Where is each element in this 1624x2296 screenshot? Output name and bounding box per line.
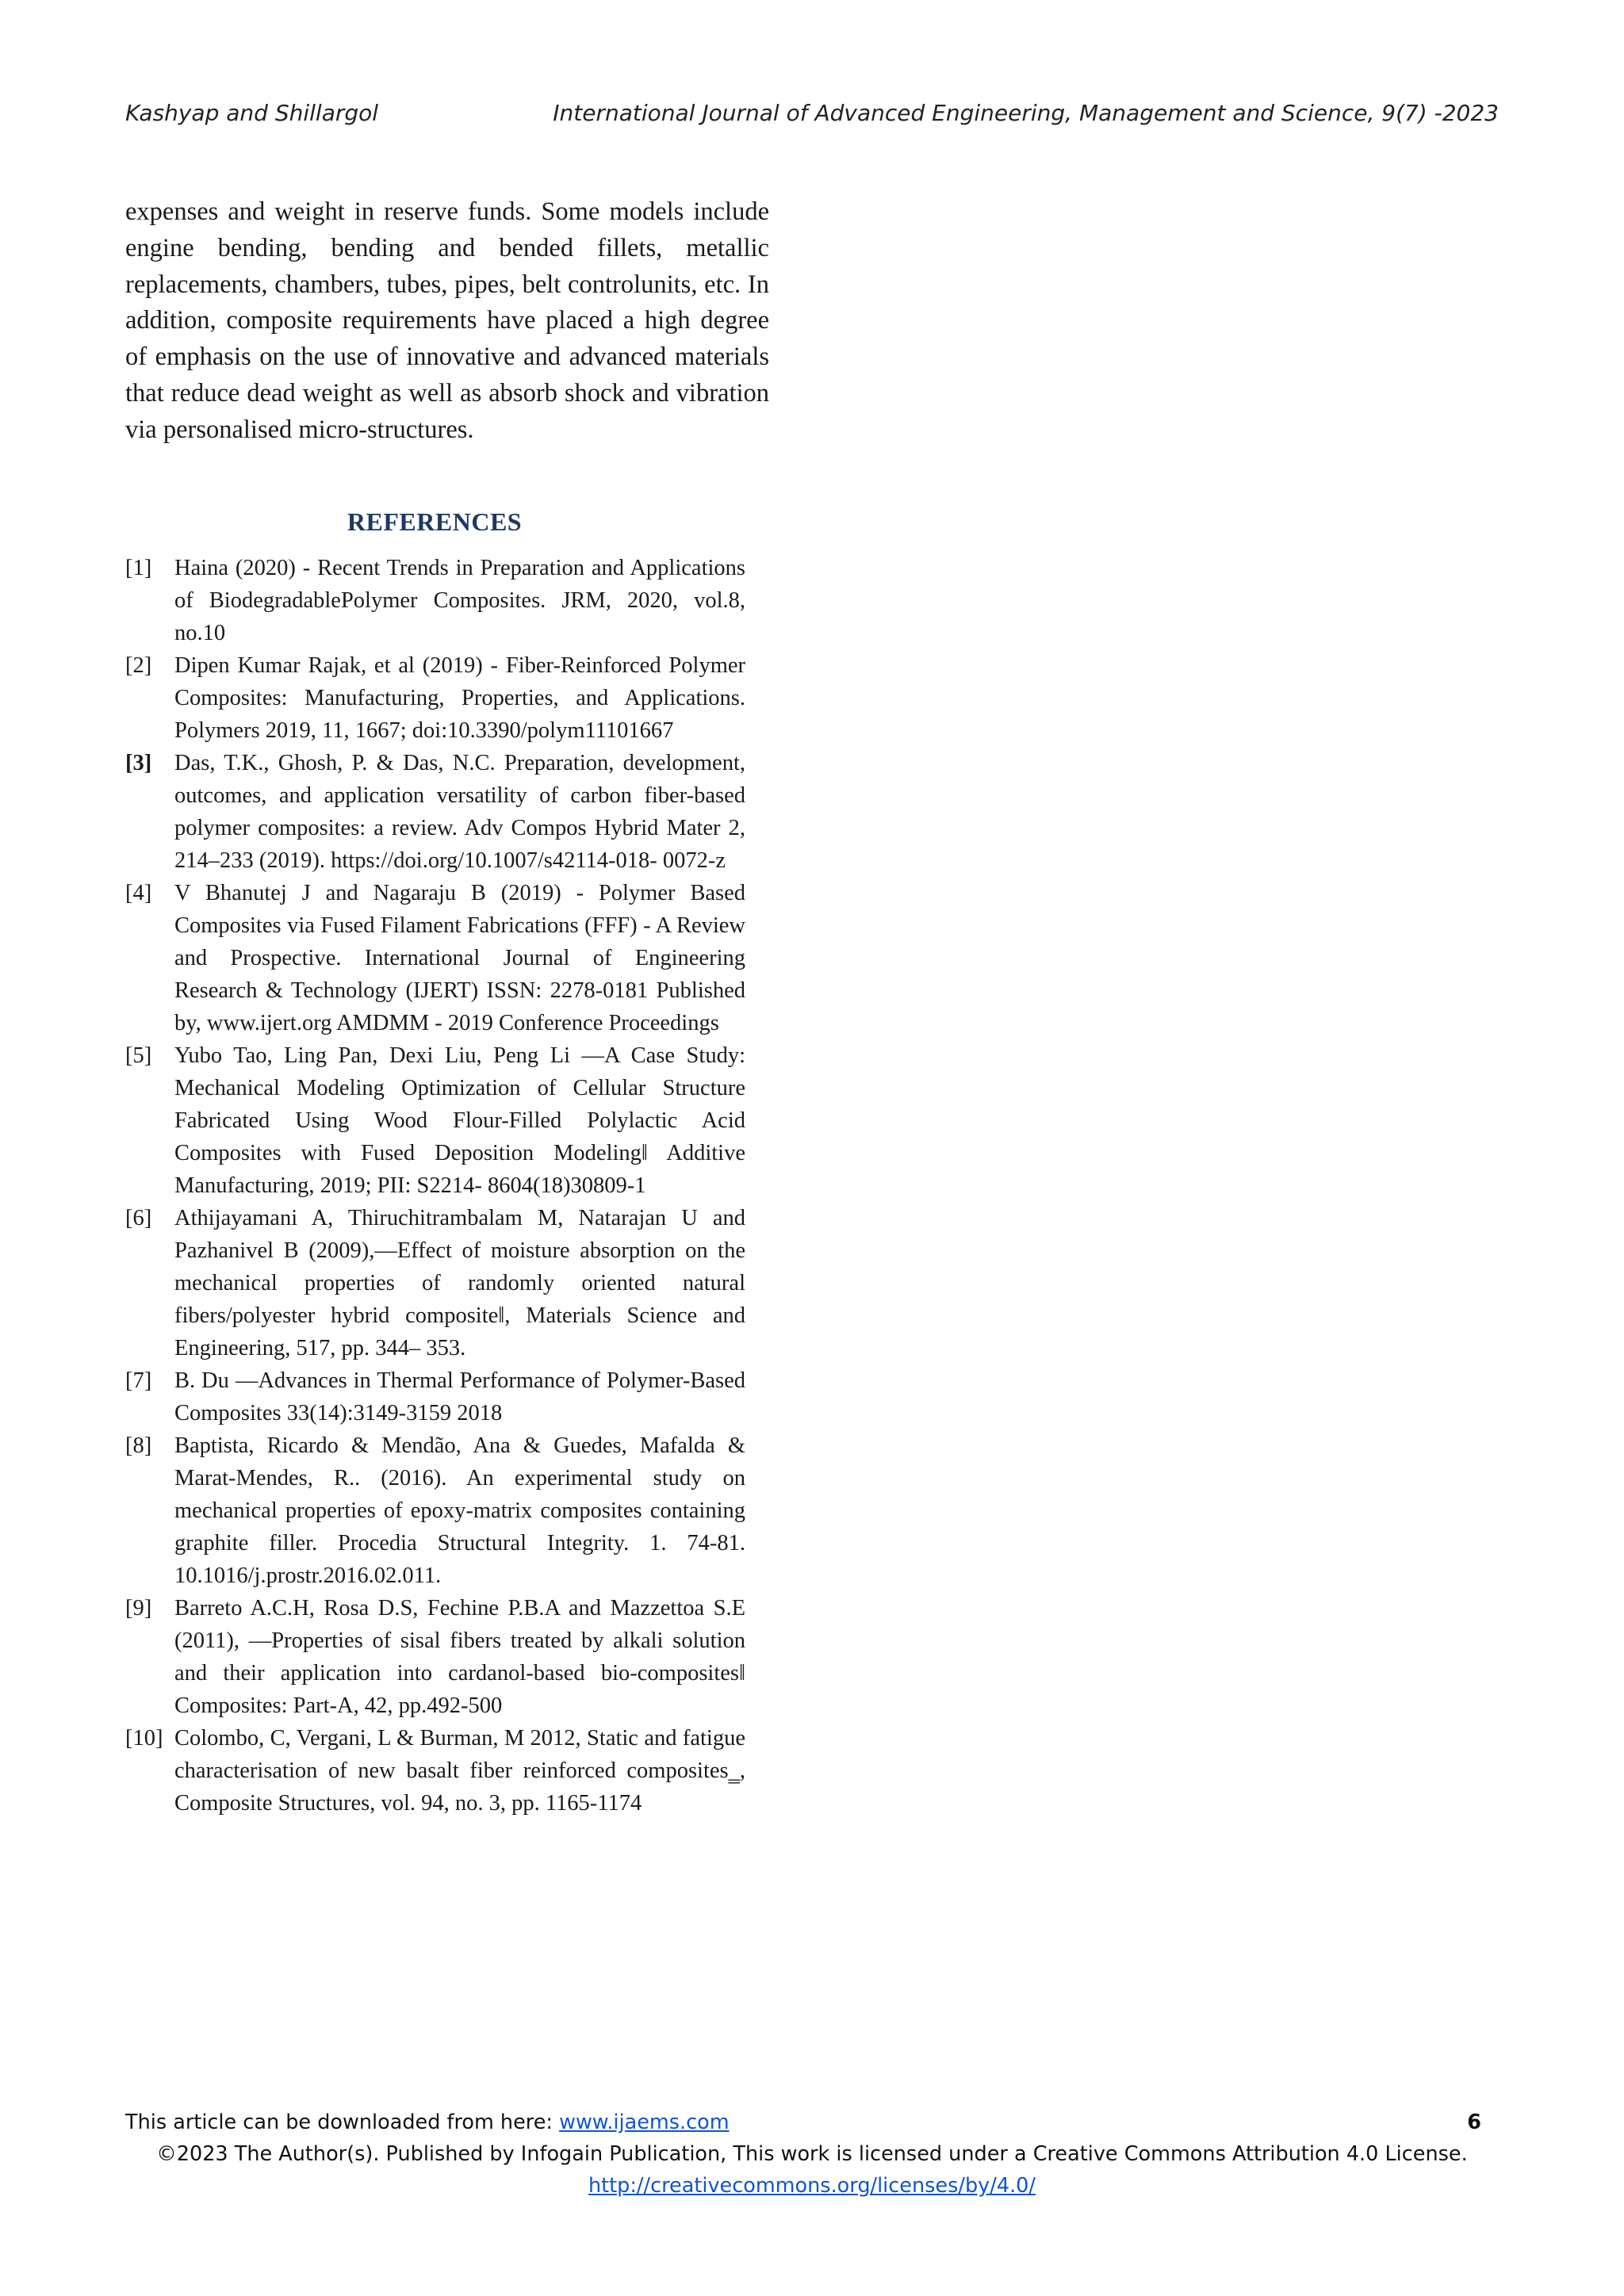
reference-text: Athijayamani A, Thiruchitrambalam M, Natarajan U and Pazhanivel B (2009),―Effect of moisture absorption on the mechanical properties of randomly oriented natural fibers/polyester hybrid composite‖, Materials Science and Engineering, 517, pp. 344– 353. [174,1206,745,1360]
reference-number: [10] [125,1726,163,1751]
body-paragraph: expenses and weight in reserve funds. Some models include engine bending, bending and bended fillets, metallic replacements, chambers, tubes, pipes, belt controlunits, etc. In addition, composite requirements have placed a high degree of emphasis on the use of innovative and advanced materials that reduce dead weight as well as absorb shock and vibration via personalised micro-structures. [125,197,769,444]
reference-number: [9] [125,1596,152,1621]
reference-item-10 [125,1722,745,1820]
reference-item-4 [125,877,745,1039]
reference-text: V Bhanutej J and Nagaraju B (2019) - Polymer Based Composites via Fused Filament Fabrications (FFF) - A Review and Prospective. International Journal of Engineering Research & Technology (IJERT) ISSN: 2278-0181 Published by, www.ijert.org AMDMM - 2019 Conference Proceedings [174,881,745,1035]
header-journal: International Journal of Advanced Engineering, Management and Science, 9(7) -2023 [553,100,1499,126]
reference-item-3 [125,747,745,877]
download-prefix: This article can be downloaded from here: [125,2110,560,2134]
page-number: 6 [1467,2110,1481,2134]
reference-number: [4] [125,881,152,905]
reference-item-5 [125,1039,745,1202]
reference-number: [1] [125,556,152,580]
reference-text: B. Du ―Advances in Thermal Performance of Polymer-Based Composites 33(14):3149-3159 2018 [174,1368,745,1425]
reference-text: Dipen Kumar Rajak, et al (2019) - Fiber-Reinforced Polymer Composites: Manufacturing, Properties, and Applications. Polymers 2019, 11, 1667; doi:10.3390/polym11101667 [174,653,745,743]
reference-text: Barreto A.C.H, Rosa D.S, Fechine P.B.A and Mazzettoa S.E (2011), ―Properties of sisal fibers treated by alkali solution and their application into cardanol-based bio-composites‖ Composites: Part-A, 42, pp.492-500 [174,1596,745,1718]
reference-text: Das, T.K., Ghosh, P. & Das, N.C. Preparation, development, outcomes, and application versatility of carbon fiber-based polymer composites: a review. Adv Compos Hybrid Mater 2, 214–233 (2019). https://doi.org/10.1007/s42114-018- 0072-z [174,751,745,873]
reference-number: [5] [125,1043,152,1068]
reference-item-2 [125,649,745,747]
reference-text: Colombo, C, Vergani, L & Burman, M 2012, Static and fatigue characterisation of new basalt fiber reinforced composites‗, Composite Structures, vol. 94, no. 3, pp. 1165-1174 [174,1726,745,1816]
reference-number: [8] [125,1433,152,1458]
header-authors: Kashyap and Shillargol [125,100,379,126]
reference-number: [6] [125,1206,152,1230]
reference-item-8 [125,1429,745,1592]
reference-item-6 [125,1202,745,1364]
running-header [0,100,1624,135]
license-statement: ©2023 The Author(s). Published by Infogain Publication, This work is licensed under a Creative Commons Attribution 4.0 License. [156,2142,1468,2166]
reference-list [125,552,745,1820]
reference-text: Haina (2020) - Recent Trends in Preparation and Applications of BiodegradablePolymer Composites. JRM, 2020, vol.8, no.10 [174,556,745,645]
reference-item-9 [125,1592,745,1722]
reference-number: [7] [125,1368,152,1393]
journal-website-link[interactable]: www.ijaems.com [559,2110,730,2134]
reference-item-1 [125,552,745,649]
reference-text: Baptista, Ricardo & Mendão, Ana & Guedes, Mafalda & Marat-Mendes, R.. (2016). An experimental study on mechanical properties of epoxy-matrix composites containing graphite filler. Procedia Structural Integrity. 1. 74-81. 10.1016/j.prostr.2016.02.011. [174,1433,745,1588]
reference-number: [2] [125,653,152,678]
download-line [125,2110,730,2134]
reference-text: Yubo Tao, Ling Pan, Dexi Liu, Peng Li ―A Case Study: Mechanical Modeling Optimization of Cellular Structure Fabricated Using Wood Flour-Filled Polylactic Acid Composites with Fused Deposition Modeling‖ Additive Manufacturing, 2019; PII: S2214- 8604(18)30809-1 [174,1043,745,1198]
references-heading: REFERENCES [347,507,523,536]
reference-number: [3] [125,751,152,775]
license-link[interactable]: http://creativecommons.org/licenses/by/4.0/ [588,2174,1036,2198]
reference-item-7 [125,1364,745,1429]
